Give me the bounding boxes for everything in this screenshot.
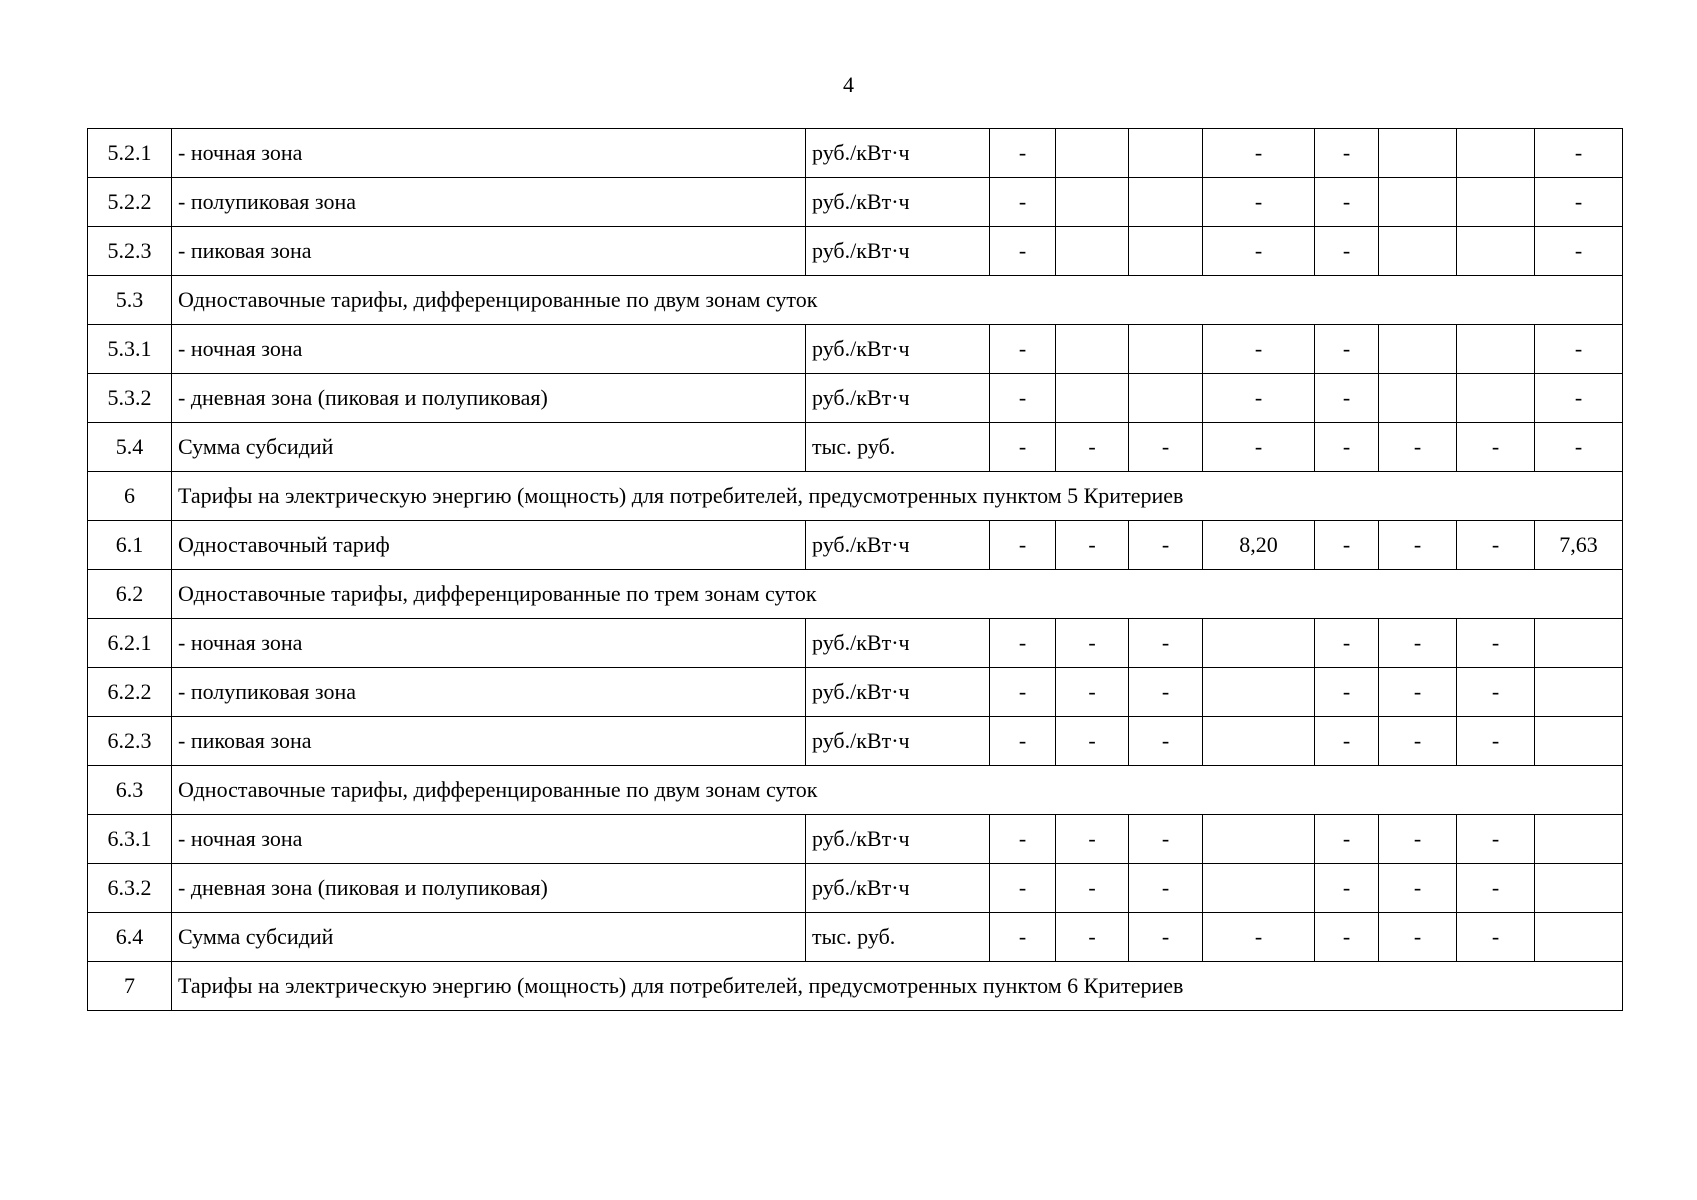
row-number: 6.3	[88, 766, 172, 815]
value-cell: -	[990, 521, 1056, 570]
value-cell: -	[1457, 521, 1535, 570]
table-row	[88, 619, 1623, 668]
page-number: 4	[843, 72, 854, 97]
value-cell	[1056, 227, 1129, 276]
value-cell	[1379, 374, 1457, 423]
row-number: 6.2.3	[88, 717, 172, 766]
value-cell: -	[1056, 423, 1129, 472]
row-number: 5.3	[88, 276, 172, 325]
value-cell: -	[990, 717, 1056, 766]
section-title: Одноставочные тарифы, дифференцированные по двум зонам суток	[172, 766, 1623, 815]
row-unit: руб./кВт·ч	[806, 521, 990, 570]
table-row	[88, 668, 1623, 717]
value-cell	[1203, 668, 1315, 717]
value-cell: -	[1535, 374, 1623, 423]
value-cell: -	[990, 668, 1056, 717]
section-title: Одноставочные тарифы, дифференцированные по трем зонам суток	[172, 570, 1623, 619]
value-cell	[1535, 619, 1623, 668]
value-cell: -	[1056, 815, 1129, 864]
row-number: 6.2.2	[88, 668, 172, 717]
value-cell: -	[1379, 521, 1457, 570]
value-cell	[1379, 129, 1457, 178]
row-number: 5.2.1	[88, 129, 172, 178]
value-cell: -	[1129, 864, 1203, 913]
value-cell: -	[1535, 178, 1623, 227]
row-number: 6.2.1	[88, 619, 172, 668]
value-cell: -	[1129, 423, 1203, 472]
table-row	[88, 374, 1623, 423]
section-row	[88, 276, 1623, 325]
section-row	[88, 570, 1623, 619]
table-row	[88, 423, 1623, 472]
row-number: 5.4	[88, 423, 172, 472]
section-title: Тарифы на электрическую энергию (мощность) для потребителей, предусмотренных пунктом 6 Критериев	[172, 962, 1623, 1011]
value-cell: -	[1203, 913, 1315, 962]
value-cell	[1379, 178, 1457, 227]
row-unit: руб./кВт·ч	[806, 717, 990, 766]
row-name: - дневная зона (пиковая и полупиковая)	[172, 374, 806, 423]
value-cell: -	[1315, 619, 1379, 668]
row-number: 5.2.2	[88, 178, 172, 227]
value-cell: -	[1203, 374, 1315, 423]
row-name: - ночная зона	[172, 129, 806, 178]
section-row	[88, 472, 1623, 521]
value-cell: -	[1129, 619, 1203, 668]
value-cell: -	[990, 227, 1056, 276]
section-title: Тарифы на электрическую энергию (мощность) для потребителей, предусмотренных пунктом 5 Критериев	[172, 472, 1623, 521]
value-cell: -	[1379, 864, 1457, 913]
value-cell: -	[1457, 423, 1535, 472]
value-cell: -	[1535, 423, 1623, 472]
row-name: - ночная зона	[172, 815, 806, 864]
value-cell	[1129, 374, 1203, 423]
value-cell: 7,63	[1535, 521, 1623, 570]
value-cell: -	[1056, 619, 1129, 668]
table-row	[88, 325, 1623, 374]
table-body	[88, 129, 1623, 1011]
table-row	[88, 521, 1623, 570]
value-cell: -	[1203, 178, 1315, 227]
value-cell: -	[1056, 668, 1129, 717]
section-row	[88, 766, 1623, 815]
value-cell: -	[990, 178, 1056, 227]
value-cell	[1379, 227, 1457, 276]
value-cell	[1129, 325, 1203, 374]
value-cell	[1129, 227, 1203, 276]
value-cell	[1535, 913, 1623, 962]
row-unit: руб./кВт·ч	[806, 668, 990, 717]
row-name: Сумма субсидий	[172, 423, 806, 472]
value-cell	[1457, 374, 1535, 423]
value-cell: -	[1315, 374, 1379, 423]
value-cell: -	[1379, 815, 1457, 864]
value-cell: -	[990, 129, 1056, 178]
value-cell: -	[1315, 717, 1379, 766]
value-cell	[1056, 129, 1129, 178]
value-cell: -	[1315, 864, 1379, 913]
row-unit: тыс. руб.	[806, 913, 990, 962]
row-number: 5.3.2	[88, 374, 172, 423]
value-cell: -	[1379, 619, 1457, 668]
value-cell: -	[1379, 423, 1457, 472]
table-row	[88, 227, 1623, 276]
value-cell: -	[1535, 227, 1623, 276]
table-row	[88, 815, 1623, 864]
value-cell: -	[1315, 668, 1379, 717]
row-name: - пиковая зона	[172, 227, 806, 276]
value-cell: -	[1203, 227, 1315, 276]
row-unit: руб./кВт·ч	[806, 815, 990, 864]
value-cell: -	[990, 913, 1056, 962]
row-name: - пиковая зона	[172, 717, 806, 766]
value-cell	[1379, 325, 1457, 374]
value-cell: -	[990, 619, 1056, 668]
value-cell: -	[1535, 129, 1623, 178]
table-row	[88, 178, 1623, 227]
value-cell: -	[1315, 227, 1379, 276]
value-cell	[1203, 717, 1315, 766]
value-cell: -	[1315, 325, 1379, 374]
value-cell: -	[990, 815, 1056, 864]
value-cell	[1203, 864, 1315, 913]
row-number: 6.4	[88, 913, 172, 962]
value-cell	[1535, 864, 1623, 913]
value-cell: -	[990, 325, 1056, 374]
value-cell	[1535, 668, 1623, 717]
value-cell	[1056, 374, 1129, 423]
row-number: 7	[88, 962, 172, 1011]
value-cell: -	[1056, 864, 1129, 913]
value-cell: -	[1315, 815, 1379, 864]
value-cell: -	[1379, 668, 1457, 717]
value-cell	[1056, 178, 1129, 227]
value-cell: -	[1056, 717, 1129, 766]
row-unit: руб./кВт·ч	[806, 325, 990, 374]
value-cell: -	[1056, 521, 1129, 570]
value-cell	[1129, 129, 1203, 178]
table-row	[88, 717, 1623, 766]
row-unit: руб./кВт·ч	[806, 129, 990, 178]
value-cell	[1203, 619, 1315, 668]
row-unit: руб./кВт·ч	[806, 178, 990, 227]
value-cell: -	[990, 423, 1056, 472]
row-name: - полупиковая зона	[172, 178, 806, 227]
value-cell	[1457, 227, 1535, 276]
value-cell: -	[1129, 668, 1203, 717]
value-cell: -	[1203, 325, 1315, 374]
row-unit: руб./кВт·ч	[806, 374, 990, 423]
value-cell: -	[1457, 864, 1535, 913]
value-cell: -	[1129, 913, 1203, 962]
value-cell: -	[1129, 815, 1203, 864]
row-number: 5.2.3	[88, 227, 172, 276]
value-cell: -	[990, 864, 1056, 913]
row-name: - полупиковая зона	[172, 668, 806, 717]
section-row	[88, 962, 1623, 1011]
value-cell: -	[1315, 129, 1379, 178]
value-cell: -	[1315, 178, 1379, 227]
value-cell: -	[1457, 668, 1535, 717]
value-cell: -	[990, 374, 1056, 423]
row-unit: руб./кВт·ч	[806, 864, 990, 913]
value-cell	[1129, 178, 1203, 227]
value-cell: -	[1379, 717, 1457, 766]
table-row	[88, 129, 1623, 178]
row-unit: руб./кВт·ч	[806, 619, 990, 668]
row-name: Сумма субсидий	[172, 913, 806, 962]
value-cell: -	[1457, 717, 1535, 766]
row-number: 6.1	[88, 521, 172, 570]
row-number: 5.3.1	[88, 325, 172, 374]
row-number: 6.2	[88, 570, 172, 619]
row-number: 6.3.1	[88, 815, 172, 864]
value-cell: -	[1535, 325, 1623, 374]
value-cell: -	[1129, 717, 1203, 766]
row-number: 6.3.2	[88, 864, 172, 913]
value-cell	[1457, 325, 1535, 374]
table-row	[88, 864, 1623, 913]
value-cell: -	[1203, 129, 1315, 178]
tariff-table	[87, 128, 1623, 1011]
value-cell	[1056, 325, 1129, 374]
row-unit: руб./кВт·ч	[806, 227, 990, 276]
value-cell	[1535, 717, 1623, 766]
value-cell: -	[1457, 815, 1535, 864]
value-cell: -	[1457, 619, 1535, 668]
value-cell: -	[1129, 521, 1203, 570]
value-cell	[1535, 815, 1623, 864]
value-cell: 8,20	[1203, 521, 1315, 570]
value-cell: -	[1315, 521, 1379, 570]
value-cell: -	[1315, 913, 1379, 962]
row-name: - ночная зона	[172, 619, 806, 668]
value-cell	[1457, 178, 1535, 227]
section-title: Одноставочные тарифы, дифференцированные по двум зонам суток	[172, 276, 1623, 325]
value-cell: -	[1056, 913, 1129, 962]
table-row	[88, 913, 1623, 962]
row-name: - дневная зона (пиковая и полупиковая)	[172, 864, 806, 913]
value-cell	[1457, 129, 1535, 178]
row-name: Одноставочный тариф	[172, 521, 806, 570]
value-cell: -	[1203, 423, 1315, 472]
value-cell	[1203, 815, 1315, 864]
row-name: - ночная зона	[172, 325, 806, 374]
row-unit: тыс. руб.	[806, 423, 990, 472]
value-cell: -	[1315, 423, 1379, 472]
value-cell: -	[1379, 913, 1457, 962]
row-number: 6	[88, 472, 172, 521]
value-cell: -	[1457, 913, 1535, 962]
